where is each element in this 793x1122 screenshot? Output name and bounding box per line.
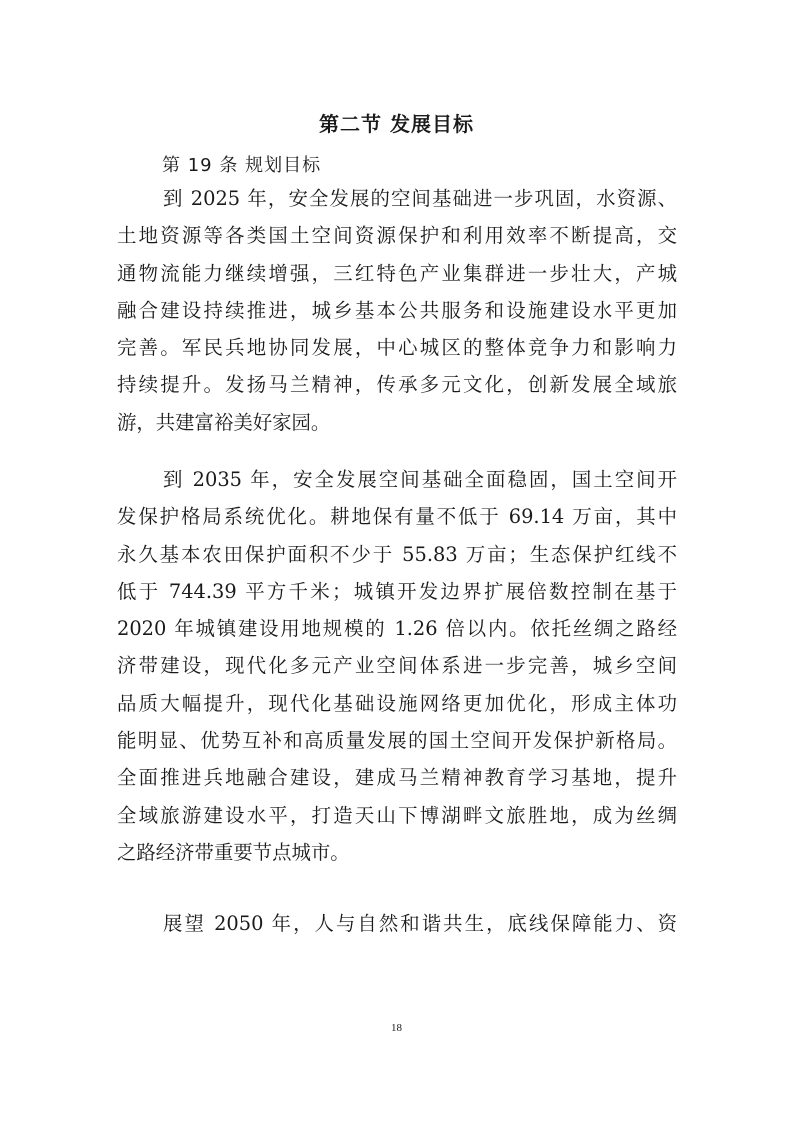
paragraph-line: 2020 年城镇建设用地规模的 1.26 倍以内。依托丝绸之路经 (117, 617, 677, 641)
paragraph-line: 全面推进兵地融合建设，建成马兰精神教育学习基地，提升 (117, 766, 677, 790)
paragraph-line: 到 2025 年，安全发展的空间基础进一步巩固，水资源、 (163, 187, 677, 210)
paragraph-2035-goals (117, 461, 677, 871)
paragraph-line: 持续提升。发扬马兰精神，传承多元文化，创新发展全域旅 (117, 373, 677, 397)
paragraph-2025-goals (117, 180, 677, 441)
page-number: 18 (391, 1022, 402, 1034)
paragraph-line: 完善。军民兵地协同发展，中心城区的整体竞争力和影响力 (117, 336, 677, 360)
paragraph-line: 土地资源等各类国土空间资源保护和利用效率不断提高，交 (117, 224, 677, 248)
paragraph-line: 之路经济带重要节点城市。 (117, 840, 350, 864)
paragraph-line: 永久基本农田保护面积不少于 55.83 万亩；生态保护红线不 (117, 542, 677, 566)
paragraph-line: 低于 744.39 平方千米；城镇开发边界扩展倍数控制在基于 (117, 579, 677, 603)
paragraph-line: 融合建设持续推进，城乡基本公共服务和设施建设水平更加 (117, 298, 677, 322)
paragraph-line: 游，共建富裕美好家园。 (117, 410, 331, 434)
paragraph-line: 济带建设，现代化多元产业空间体系进一步完善，城乡空间 (117, 654, 677, 678)
article-heading: 第 19 条 规划目标 (162, 155, 322, 176)
paragraph-line: 到 2035 年，安全发展空间基础全面稳固，国土空间开 (163, 468, 677, 491)
paragraph-line: 通物流能力继续增强，三红特色产业集群进一步壮大，产城 (117, 261, 677, 285)
paragraph-2050-outlook (117, 905, 677, 942)
paragraph-line: 能明显、优势互补和高质量发展的国土空间开发保护新格局。 (117, 729, 677, 753)
paragraph-line: 品质大幅提升，现代化基础设施网络更加优化，形成主体功 (117, 691, 677, 715)
section-heading: 第二节 发展目标 (319, 112, 474, 136)
paragraph-line: 发保护格局系统优化。耕地保有量不低于 69.14 万亩，其中 (117, 505, 677, 529)
paragraph-line: 展望 2050 年，人与自然和谐共生，底线保障能力、资 (163, 912, 677, 935)
paragraph-line: 全域旅游建设水平，打造天山下博湖畔文旅胜地，成为丝绸 (117, 803, 677, 827)
